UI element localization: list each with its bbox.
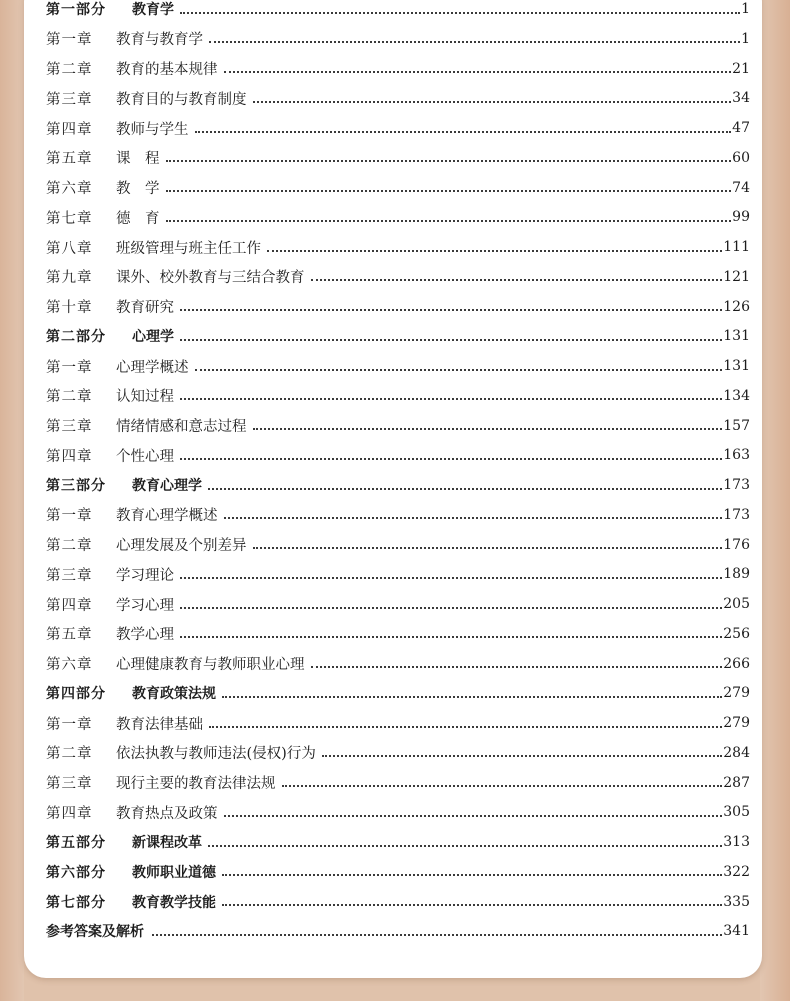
toc-leader-dots xyxy=(180,635,722,638)
toc-chapter-label: 第三章 xyxy=(46,419,93,435)
toc-entry-title: 教学心理 xyxy=(116,627,174,644)
toc-chapter-label: 第五章 xyxy=(46,151,93,168)
toc-chapter-label: 第四章 xyxy=(46,805,93,822)
toc-leader-dots xyxy=(311,665,723,668)
toc-page-number: 121 xyxy=(723,268,750,285)
toc-part-label: 第五部分 xyxy=(46,835,106,851)
toc-chapter-entry xyxy=(46,619,750,649)
toc-leader-dots xyxy=(253,427,723,430)
toc-part-entry xyxy=(46,321,750,351)
toc-chapter-label: 第三章 xyxy=(46,567,93,584)
toc-part-label: 第六部分 xyxy=(46,864,106,881)
toc-chapter-entry xyxy=(46,173,750,203)
toc-entry-title: 情绪情感和意志过程 xyxy=(116,419,247,435)
toc-chapter-entry xyxy=(46,351,750,381)
toc-page-number: 266 xyxy=(723,655,750,672)
toc-chapter-label: 第二章 xyxy=(46,389,93,406)
toc-page-number: 131 xyxy=(723,328,750,345)
toc-leader-dots xyxy=(180,11,740,14)
toc-leader-dots xyxy=(152,933,722,936)
toc-leader-dots xyxy=(224,814,723,817)
toc-leader-dots xyxy=(166,219,732,222)
toc-entry-title: 教育教学技能 xyxy=(132,894,216,911)
toc-chapter-label: 第四章 xyxy=(46,597,93,614)
toc-page-card xyxy=(24,0,762,978)
toc-chapter-label: 第六章 xyxy=(46,657,93,673)
background-left-edge xyxy=(0,0,24,1001)
toc-chapter-label: 第二章 xyxy=(46,538,93,554)
toc-leader-dots xyxy=(166,159,732,162)
toc-leader-dots xyxy=(253,100,732,103)
toc-entry-title: 心理发展及个别差异 xyxy=(116,538,247,554)
toc-chapter-label: 第七章 xyxy=(46,210,93,227)
toc-chapter-entry xyxy=(46,381,750,411)
toc-chapter-label: 第四章 xyxy=(46,121,93,138)
toc-page-number: 313 xyxy=(723,834,750,850)
toc-entry-title: 教育与教育学 xyxy=(116,32,203,49)
toc-page-number: 34 xyxy=(732,90,750,107)
toc-chapter-label: 第五章 xyxy=(46,627,93,644)
toc-entry-title: 心理健康教育与教师职业心理 xyxy=(116,657,305,673)
toc-part-entry xyxy=(46,827,750,857)
toc-leader-dots xyxy=(209,40,740,43)
toc-leader-dots xyxy=(224,70,732,73)
toc-chapter-label: 第六章 xyxy=(46,181,93,197)
toc-page-number: 189 xyxy=(723,566,750,583)
toc-chapter-entry xyxy=(46,797,750,827)
toc-chapter-entry xyxy=(46,24,750,54)
toc-chapter-entry xyxy=(46,708,750,738)
toc-chapter-entry xyxy=(46,500,750,530)
toc-entry-title: 教师职业道德 xyxy=(132,864,216,881)
toc-leader-dots xyxy=(322,754,722,757)
toc-chapter-entry xyxy=(46,83,750,113)
toc-leader-dots xyxy=(195,130,732,133)
toc-part-label: 第四部分 xyxy=(46,686,106,703)
toc-page-number: 279 xyxy=(723,715,750,731)
toc-entry-title: 新课程改革 xyxy=(132,835,202,851)
toc-page-number: 173 xyxy=(723,477,750,493)
toc-page-number: 305 xyxy=(723,804,750,821)
toc-chapter-entry xyxy=(46,143,750,173)
toc-page-number: 173 xyxy=(723,506,750,523)
toc-page-number: 74 xyxy=(732,179,750,196)
toc-leader-dots xyxy=(180,338,722,341)
toc-chapter-entry xyxy=(46,54,750,84)
toc-entry-title: 认知过程 xyxy=(116,389,174,406)
toc-leader-dots xyxy=(267,249,722,252)
toc-chapter-label: 第三章 xyxy=(46,91,93,108)
toc-page-number: 126 xyxy=(723,298,750,315)
toc-entry-title: 现行主要的教育法律法规 xyxy=(116,776,276,792)
toc-page-number: 205 xyxy=(723,596,750,612)
toc-entry-title: 心理学概述 xyxy=(116,359,189,376)
toc-entry-title: 心理学 xyxy=(132,329,174,346)
toc-page-number: 341 xyxy=(723,923,750,940)
toc-chapter-entry xyxy=(46,559,750,589)
toc-page-number: 163 xyxy=(723,447,750,464)
toc-entry-title: 教育目的与教育制度 xyxy=(116,91,247,108)
toc-chapter-entry xyxy=(46,738,750,768)
toc-page-number: 256 xyxy=(723,625,750,642)
toc-answer-entry xyxy=(46,916,750,946)
toc-entry-title: 教 学 xyxy=(116,181,160,197)
toc-chapter-entry xyxy=(46,113,750,143)
toc-leader-dots xyxy=(222,873,722,876)
toc-leader-dots xyxy=(253,546,723,549)
toc-chapter-entry xyxy=(46,232,750,262)
toc-entry-title: 教育法律基础 xyxy=(116,716,203,733)
toc-leader-dots xyxy=(222,903,722,906)
toc-leader-dots xyxy=(180,457,722,460)
toc-leader-dots xyxy=(208,487,722,490)
toc-entry-title: 教师与学生 xyxy=(116,121,189,138)
toc-leader-dots xyxy=(224,516,723,519)
toc-chapter-entry xyxy=(46,411,750,441)
toc-leader-dots xyxy=(222,695,722,698)
toc-entry-title: 课外、校外教育与三结合教育 xyxy=(116,270,305,287)
toc-page-number: 176 xyxy=(723,536,750,553)
toc-page-number: 60 xyxy=(732,149,750,166)
toc-leader-dots xyxy=(311,278,723,281)
toc-page-number: 322 xyxy=(723,863,750,880)
toc-page-number: 99 xyxy=(732,209,750,226)
toc-chapter-label: 第九章 xyxy=(46,270,93,287)
toc-part-label: 第二部分 xyxy=(46,329,106,346)
toc-chapter-label: 第二章 xyxy=(46,746,93,763)
toc-entry-title: 依法执教与教师违法(侵权)行为 xyxy=(116,746,316,763)
toc-page-number: 131 xyxy=(723,358,750,374)
toc-entry-title: 个性心理 xyxy=(116,448,174,465)
toc-leader-dots xyxy=(180,606,722,609)
toc-page-number: 111 xyxy=(723,239,750,255)
toc-part-entry xyxy=(46,678,750,708)
toc-part-label: 第一部分 xyxy=(46,2,106,18)
toc-page-number: 157 xyxy=(723,417,750,434)
toc-entry-title: 教育心理学 xyxy=(132,478,202,494)
toc-chapter-entry xyxy=(46,202,750,232)
toc-chapter-entry xyxy=(46,530,750,560)
toc-leader-dots xyxy=(180,397,722,400)
toc-chapter-label: 第一章 xyxy=(46,359,93,376)
toc-part-entry xyxy=(46,857,750,887)
toc-chapter-entry xyxy=(46,649,750,679)
toc-page-number: 287 xyxy=(723,774,750,791)
toc-leader-dots xyxy=(209,725,722,728)
toc-entry-title: 学习心理 xyxy=(116,597,174,614)
toc-entry-title: 德 育 xyxy=(116,210,160,227)
toc-chapter-label: 第二章 xyxy=(46,62,93,78)
toc-leader-dots xyxy=(208,844,722,847)
toc-entry-title: 教育政策法规 xyxy=(132,686,216,703)
toc-chapter-entry xyxy=(46,292,750,322)
toc-page-number: 1 xyxy=(741,30,750,47)
toc-leader-dots xyxy=(180,308,722,311)
toc-leader-dots xyxy=(282,784,723,787)
toc-entry-title: 参考答案及解析 xyxy=(46,924,144,941)
toc-page-number: 284 xyxy=(723,744,750,761)
toc-page-number: 279 xyxy=(723,685,750,702)
toc-entry-title: 教育学 xyxy=(132,2,174,18)
toc-entry-title: 教育热点及政策 xyxy=(116,805,218,822)
toc-entry-title: 学习理论 xyxy=(116,567,174,584)
toc-entry-title: 课 程 xyxy=(116,151,160,168)
toc-chapter-label: 第四章 xyxy=(46,448,93,465)
toc-page-number: 134 xyxy=(723,387,750,404)
toc-chapter-label: 第十章 xyxy=(46,300,93,316)
toc-part-entry xyxy=(46,470,750,500)
toc-page-number: 335 xyxy=(723,893,750,910)
toc-chapter-label: 第八章 xyxy=(46,240,93,257)
toc-part-entry xyxy=(46,0,750,24)
toc-chapter-entry xyxy=(46,440,750,470)
toc-part-label: 第三部分 xyxy=(46,478,106,494)
toc-page-number: 1 xyxy=(741,1,750,17)
toc-chapter-entry xyxy=(46,262,750,292)
toc-chapter-entry xyxy=(46,589,750,619)
toc-page-number: 47 xyxy=(732,120,750,136)
toc-part-entry xyxy=(46,887,750,917)
toc-entry-title: 教育的基本规律 xyxy=(116,62,218,78)
toc-chapter-label: 第一章 xyxy=(46,32,93,49)
toc-part-label: 第七部分 xyxy=(46,894,106,911)
toc-entry-title: 教育研究 xyxy=(116,300,174,316)
toc-chapter-label: 第一章 xyxy=(46,716,93,733)
toc-chapter-entry xyxy=(46,768,750,798)
toc-page-number: 21 xyxy=(732,60,750,77)
toc-leader-dots xyxy=(180,576,722,579)
toc-leader-dots xyxy=(166,189,732,192)
background-right-edge xyxy=(760,0,790,1001)
toc-entry-title: 班级管理与班主任工作 xyxy=(116,240,261,257)
toc-chapter-label: 第一章 xyxy=(46,508,93,525)
toc-leader-dots xyxy=(195,368,723,371)
toc-chapter-label: 第三章 xyxy=(46,776,93,792)
toc-entry-title: 教育心理学概述 xyxy=(116,508,218,525)
